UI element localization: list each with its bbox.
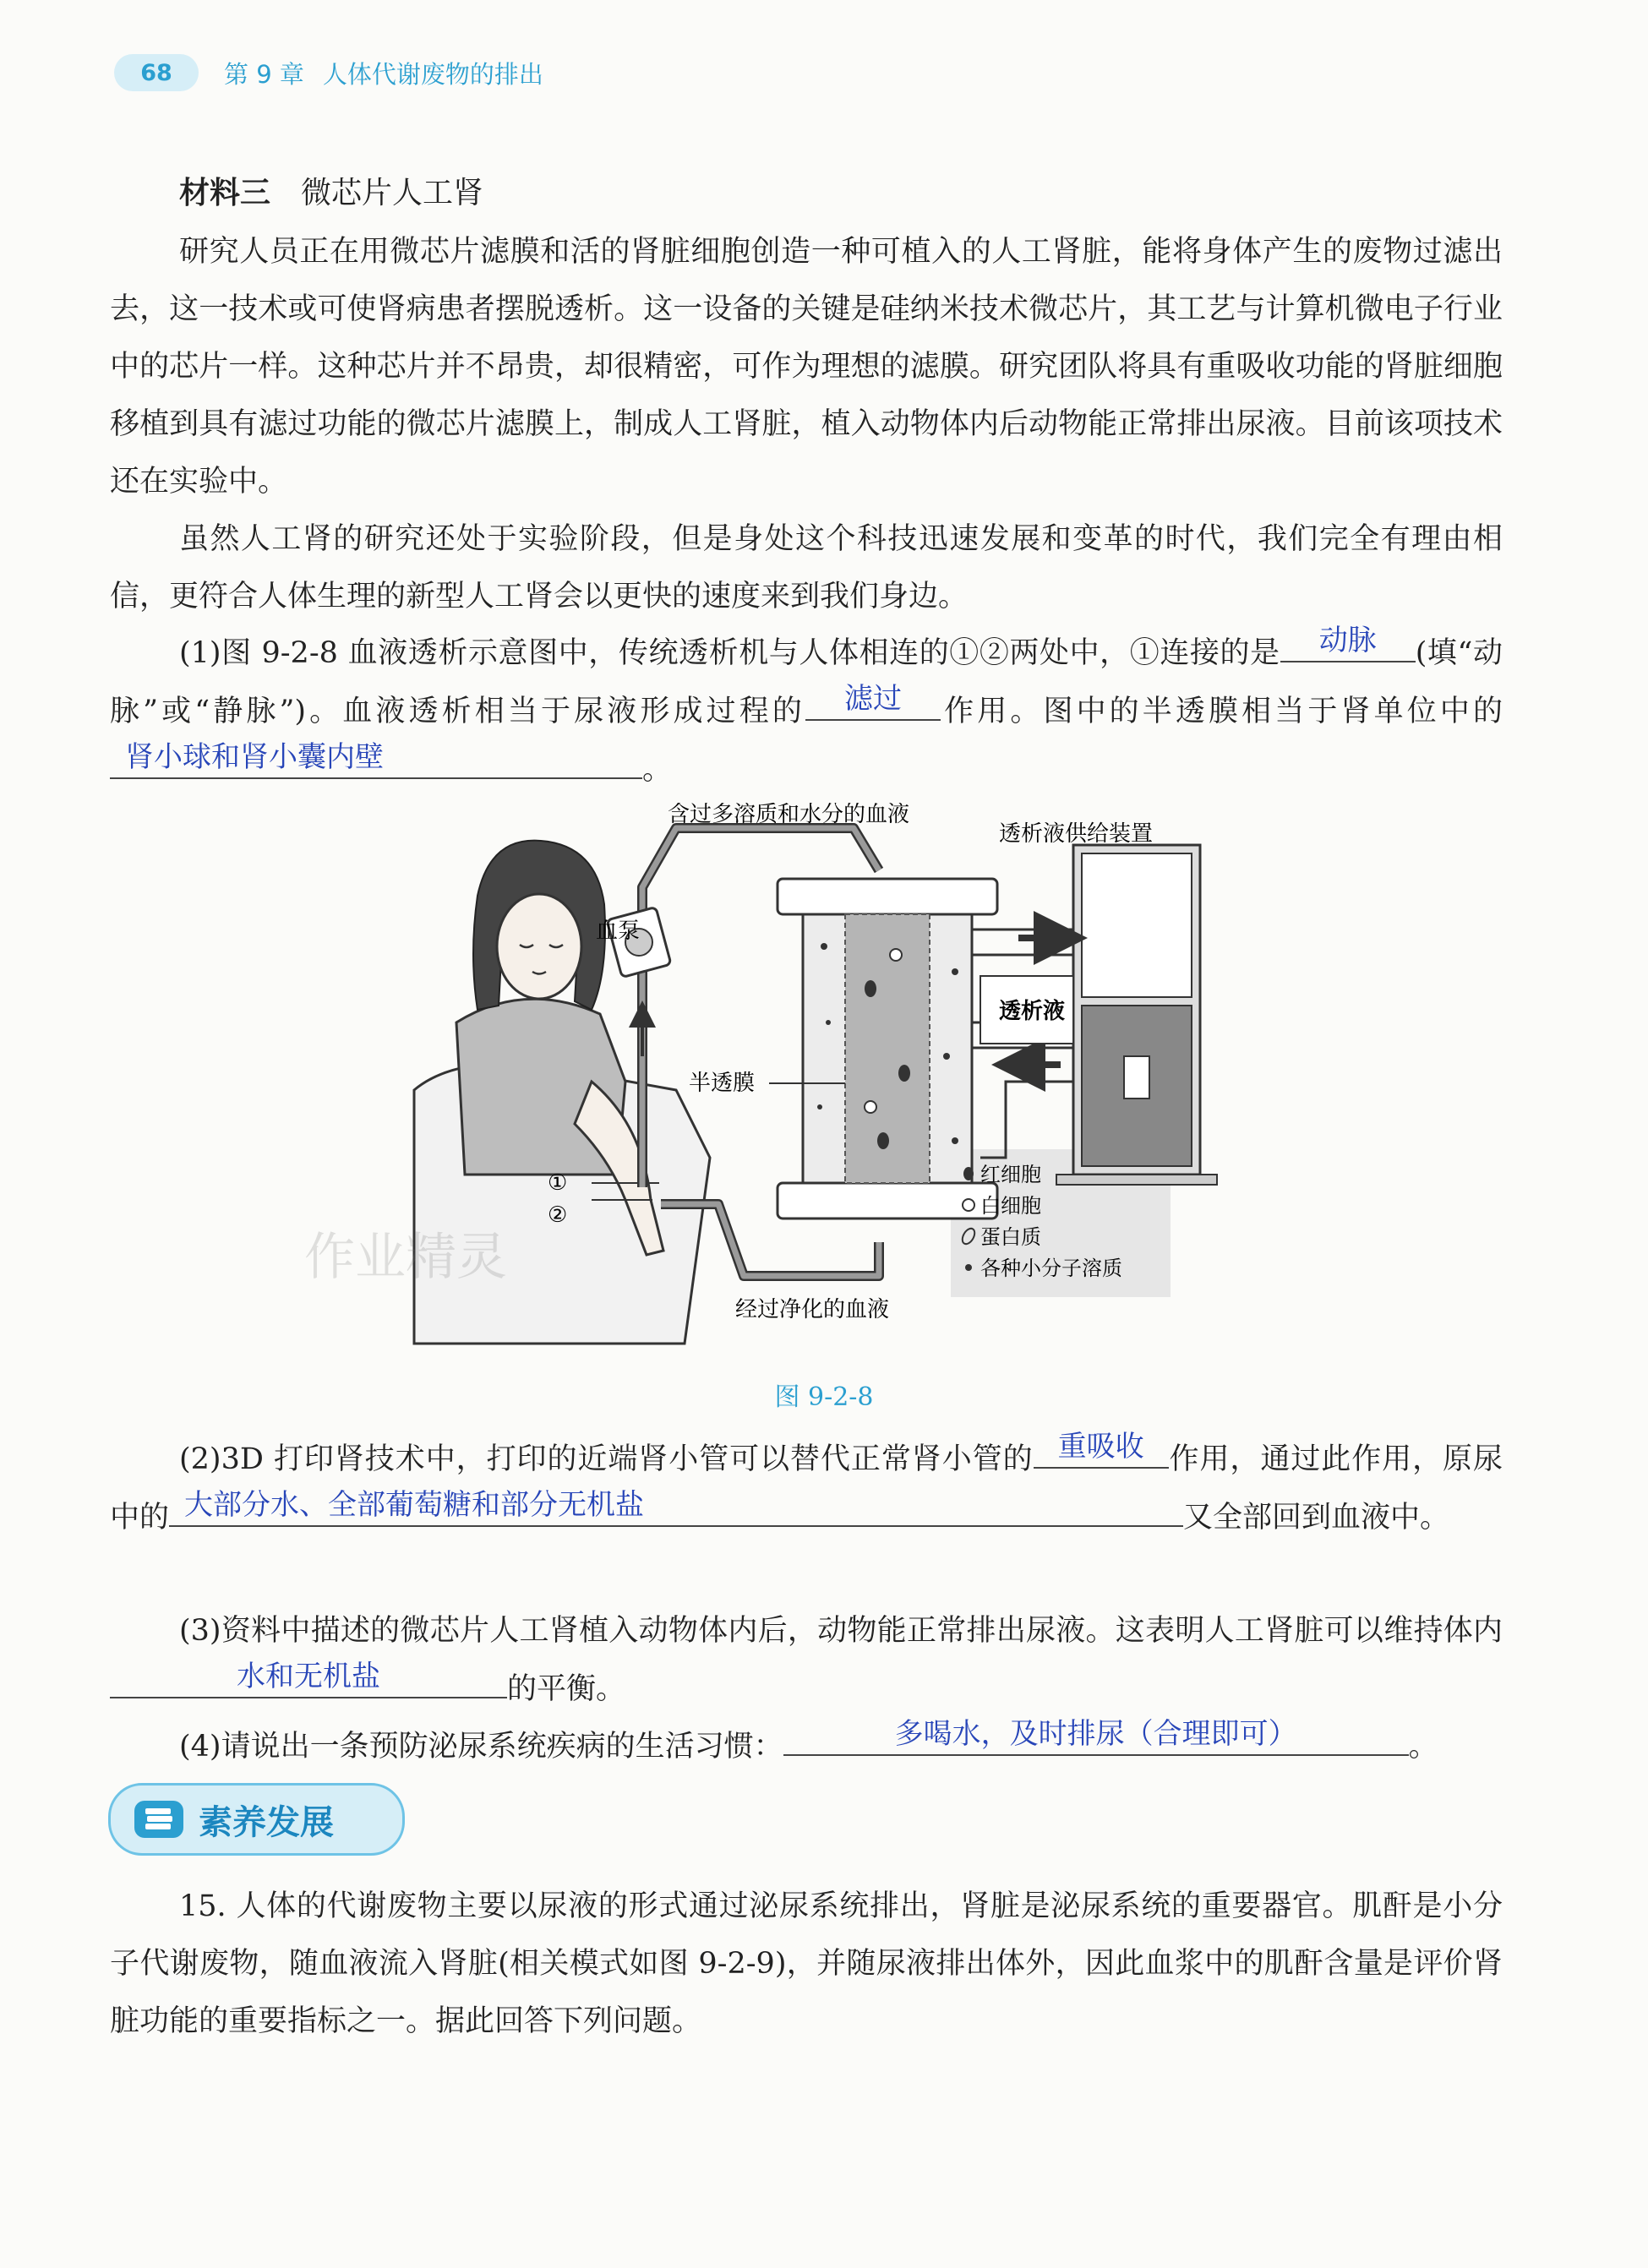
hemodialysis-diagram: [397, 803, 1234, 1352]
q2-text-1: (2)3D 打印肾技术中，打印的近端肾小管可以替代正常肾小管的: [179, 1442, 1034, 1476]
q1-text-1: (1)图 9-2-8 血液透析示意图中，传统透析机与人体相连的①②两处中，①连接的是: [179, 636, 1280, 670]
material-title: 微芯片人工肾: [301, 176, 484, 210]
label-connection-1: ①: [548, 1170, 568, 1196]
page-header: [114, 52, 543, 93]
chapter-number: 第 9 章: [224, 59, 304, 89]
dialyzer-top-cap: [778, 879, 997, 914]
q2-answer-2: 大部分水、全部葡萄糖和部分无机盐: [184, 1488, 645, 1522]
q1-blank-2[interactable]: [805, 682, 941, 721]
legend-protein: 蛋白质: [980, 1225, 1041, 1249]
q3-text-2: 的平衡。: [507, 1672, 626, 1706]
legend-solutes: 各种小分子溶质: [980, 1257, 1122, 1280]
patient-face: [497, 894, 581, 999]
q1-blank-3[interactable]: [110, 740, 642, 779]
material-label: 材料三: [179, 176, 271, 210]
section-title: 素养发展: [199, 1802, 334, 1842]
label-top-blood: 含过多溶质和水分的血液: [668, 803, 910, 827]
q2-answer-1: 重吸收: [1057, 1430, 1144, 1464]
q3-text-1: (3)资料中描述的微芯片人工肾植入动物体内后，动物能正常排出尿液。这表明人工肾脏可以维持体内: [179, 1614, 1503, 1648]
label-blood-pump: 血泵: [596, 919, 641, 944]
legend-rbc: 红细胞: [980, 1163, 1041, 1186]
label-clean-blood: 经过净化的血液: [735, 1297, 890, 1322]
chapter-title: 人体代谢废物的排出: [322, 59, 543, 89]
q2-text-3: 又全部回到血液中。: [1183, 1501, 1450, 1535]
q4-text-1: (4)请说出一条预防泌尿系统疾病的生活习惯：: [179, 1730, 783, 1764]
q1-answer-2: 滤过: [843, 682, 902, 716]
q4-blank-1[interactable]: [783, 1717, 1409, 1756]
q1-answer-3: 肾小球和肾小囊内壁: [125, 740, 384, 774]
legend-wbc-marker: [963, 1199, 974, 1211]
q1-answer-1: 动脉: [1318, 624, 1377, 657]
label-supply-device: 透析液供给装置: [999, 821, 1154, 847]
q15-text: 15. 人体的代谢废物主要以尿液的形式通过泌尿系统排出，肾脏是泌尿系统的重要器官。肌酐是小分子代谢废物，随血液流入肾脏(相关模式如图 9-2-9)，并随尿液排出体外，因此血浆中的肌酐含量是评价肾脏功能的重要指标之一。据此回答下列问题。: [110, 1889, 1503, 2038]
question-15: [110, 1878, 1503, 2050]
material-heading: [179, 169, 483, 212]
legend-rbc-marker: [963, 1167, 974, 1180]
question-3: [110, 1602, 1503, 1718]
q1-text-2: (填“动脉”或“静脉”)。血液透析相当于尿液形成过程的: [110, 636, 1503, 728]
q1-blank-1[interactable]: [1280, 624, 1416, 662]
section-badge: [108, 1783, 405, 1856]
q4-end: 。: [1408, 1730, 1438, 1764]
books-icon: [134, 1801, 183, 1838]
q2-blank-1[interactable]: [1034, 1430, 1169, 1469]
legend-solute-marker: [965, 1264, 972, 1271]
label-connection-2: ②: [548, 1202, 568, 1228]
legend-wbc: 白细胞: [980, 1194, 1041, 1218]
q4-answer-1: 多喝水，及时排尿（合理即可）: [894, 1717, 1297, 1751]
chapter-heading: [224, 56, 543, 90]
q2-blank-2[interactable]: [169, 1488, 1183, 1527]
material-paragraph-2: 虽然人工肾的研究还处于实验阶段，但是身处这个科技迅速发展和变革的时代，我们完全有理由相信，更符合人体生理的新型人工肾会以更快的速度来到我们身边。: [110, 522, 1503, 613]
hemodialysis-figure: [397, 803, 1234, 1352]
label-dialysate: 透析液: [999, 999, 1066, 1024]
question-2: [110, 1430, 1503, 1546]
q3-blank-1[interactable]: [110, 1660, 507, 1698]
label-membrane: 半透膜: [689, 1071, 756, 1096]
q1-end: 。: [642, 753, 673, 787]
question-1: [110, 624, 1503, 799]
figure-caption: 图 9-2-8: [774, 1382, 874, 1412]
material-body: [110, 223, 1503, 625]
q2-text-2: 作用，通过此作用，原尿中的: [110, 1442, 1503, 1535]
watermark: 作业精灵: [304, 1228, 507, 1287]
page-number: 68: [114, 54, 199, 91]
q3-answer-1: 水和无机盐: [237, 1660, 380, 1693]
material-paragraph-1: 研究人员正在用微芯片滤膜和活的肾脏细胞创造一种可植入的人工肾脏，能将身体产生的废物过滤出去，这一技术或可使肾病患者摆脱透析。这一设备的关键是硅纳米技术微芯片，其工艺与计算机微电子行业中的芯片一样。这种芯片并不昂贵，却很精密，可作为理想的滤膜。研究团队将具有重吸收功能的肾脏细胞移植到具有滤过功能的微芯片滤膜上，制成人工肾脏，植入动物体内后动物能正常排出尿液。目前该项技术还在实验中。: [110, 235, 1503, 499]
question-4: [110, 1717, 1503, 1775]
q1-text-3: 作用。图中的半透膜相当于肾单位中的: [940, 695, 1503, 728]
